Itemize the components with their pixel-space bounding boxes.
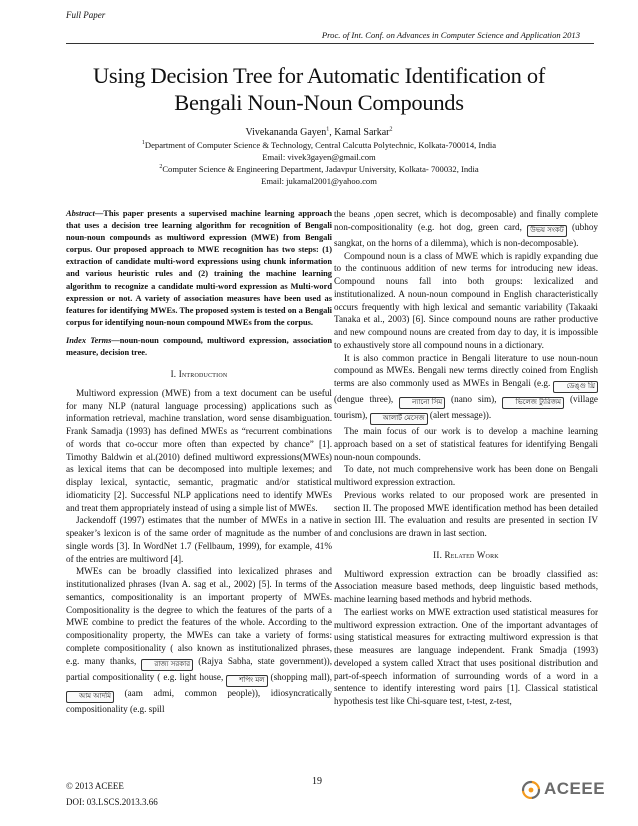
- related-paragraph-1: Multiword expression extraction can be broadly classified as: Association measure based methods, deep linguistic based methods, machine learning based methods and hybrid methods.: [334, 568, 598, 604]
- doi: [66, 797, 158, 807]
- affiliation-1: [20, 140, 618, 151]
- right-paragraph-5: To date, not much comprehensive work has been done on Bengali multiword expression extraction.: [334, 464, 598, 487]
- bengali-term-image: আলার্ট মেসেজ: [370, 413, 428, 425]
- author-1-mark: 1: [326, 126, 330, 133]
- author-separator: ,: [329, 127, 335, 138]
- aceee-logo: [520, 779, 604, 799]
- affiliation-1-mark: 1: [141, 140, 145, 147]
- bengali-term-image: রাজ্য সরকার: [141, 659, 193, 671]
- section-title: Related Work: [444, 549, 499, 560]
- paragraph-text: (alert message)).: [427, 410, 492, 420]
- bengali-term-image: আম আদমি: [66, 691, 114, 703]
- paragraph-text: (dengue three),: [334, 394, 400, 404]
- paragraph-text: It is also common practice in Bengali literature to use noun-noun compound as MWEs. Bengali new terms directly coined from English terms are also commonly used as MWEs in Bengali (e.g.: [334, 352, 598, 388]
- paper-title: [40, 62, 598, 116]
- left-column: [66, 208, 332, 715]
- doi-suffix: 66: [148, 797, 158, 807]
- affiliation-1-email: Email: vivek3gayen@gmail.com: [262, 152, 376, 162]
- section-heading-related-work: [334, 549, 598, 562]
- author-list: [20, 127, 618, 139]
- aceee-logo-icon: [520, 779, 542, 799]
- affiliation-2-text: Computer Science & Engineering Department, Jadavpur University, Kolkata- 700032, India: [162, 164, 479, 174]
- title-line-2: Bengali Noun-Noun Compounds: [174, 90, 464, 115]
- right-column: [334, 208, 598, 708]
- bengali-term-image: ন্যানো সিম: [399, 397, 445, 409]
- right-paragraph-6: Previous works related to our proposed work are presented in section II. The proposed MWE identification method has been detailed in section III. The evaluation and results are presented in section IV and conclusions are drawn in last section.: [334, 489, 598, 538]
- abstract-text: —This paper presents a supervised machine learning approach that uses a decision tree learning algorithm for recognition of Bengali noun-noun compounds as multiword expression (MWE) from Bengali corpus. Our proposed approach to MWE recognition has two steps: (1) extraction of candidate multi-word expressions using chunk information and various heuristic rules and (2) training the machine learning algorithm to recognize a candidate multi-word expression as Multi-word expression or not. A variety of association measures have been used as features for identifying MWEs. The proposed system is tested on a Bengali corpus for identifying noun-noun compound MWEs from the corpus.: [66, 209, 332, 327]
- index-terms: [66, 335, 332, 359]
- paragraph-text: (village tourism),: [334, 394, 599, 420]
- bengali-term-image: উভয় সংকট: [527, 225, 566, 237]
- proceedings-header: Proc. of Int. Conf. on Advances in Computer Science and Application 2013: [321, 30, 580, 40]
- index-terms-label: Index Terms: [66, 335, 112, 345]
- title-line-1: Using Decision Tree for Automatic Identification of: [92, 63, 546, 88]
- index-terms-text: —noun-noun compound, multiword expression, association measure, decision tree.: [66, 335, 333, 358]
- aceee-logo-text: ACEEE: [544, 779, 606, 798]
- author-2-mark: 2: [389, 126, 393, 133]
- intro-paragraph-1: Multiword expression (MWE) from a text document can be useful for many NLP (natural language processing) applications such as information retrieval, machine translation, word sense disambiguation. Frank Samadja (1993) has defined MWEs as “recurrent combinations of words that co-occur more often than expected by chance” [1]. Timothy Baldwin et al.(2010) defined multiword expressions(MWEs) as lexical items that can be decomposed into multiple lexemes; and display lexical, syntactic, semantic, pragmatic and/or statistical idiomaticity [2]. Successful NLP applications need to identify MWEs and treat them appropriately instead of using a simple list of MWEs.: [66, 387, 332, 513]
- doi-prefix: DOI: 03.LSCS.2013.3.: [66, 797, 149, 807]
- right-paragraph-1: [334, 208, 598, 250]
- section-title: Introduction: [178, 369, 228, 380]
- intro-paragraph-3: [66, 565, 332, 715]
- author-2: Kamal Sarkar: [334, 127, 390, 138]
- section-numeral: I.: [170, 369, 177, 380]
- paragraph-text: (Rajya Sabha, state government)), partial compositionality ( e.g. light house,: [66, 655, 332, 682]
- bengali-term-image: ডেঙ্গু থ্রি: [553, 381, 598, 393]
- header-rule: [66, 43, 594, 44]
- logo-center-dot: [529, 788, 534, 793]
- page-number: 19: [312, 776, 322, 787]
- abstract-label: Abstract: [66, 209, 95, 218]
- section-heading-introduction: [66, 368, 332, 381]
- right-paragraph-3: [334, 352, 598, 426]
- paragraph-text: the beans ,open secret, which is decomposable) and finally complete non-compositionality (e.g. hot dog, green card,: [334, 209, 598, 232]
- paragraph-text: MWEs can be broadly classified into lexicalized phrases and institutionalized phrases (Ivan A. sag et al., 2002) [5]. In terms of the semantics, compositionality is an important property of MWEs. Compositionality is the degree to which the features of the parts of a MWE combine to predict the features of the whole. According to the compositionality property, the MWEs can take a variety of forms: complete compositionality ( also known as institutionalized phrases, e.g. many thanks,: [66, 566, 332, 666]
- bengali-term-image: ভিলেজ ট্যুরিজম: [502, 397, 564, 409]
- intro-paragraph-2: Jackendoff (1997) estimates that the number of MWEs in a native speaker’s lexicon is of the same order of magnitude as the number of single words [3]. In WordNet 1.7 (Fellbaum, 1999), for example, 41% of the entries are multiword [4].: [66, 515, 332, 564]
- paper-type-label: Full Paper: [66, 10, 106, 20]
- bengali-term-image: শপিং মল: [226, 675, 267, 687]
- affiliation-2-mark: 2: [159, 164, 163, 171]
- affiliation-2: [20, 164, 618, 175]
- paragraph-text: (shopping mall),: [267, 671, 332, 682]
- right-paragraph-2: Compound noun is a class of MWE which is rapidly expanding due to the continuous addition of new terms for introducing new ideas. Compound nouns fall into both groups: lexicalized and institutionalized. A noun-noun compound in English characteristically occurs frequently with high lexical and semantic variability (Takaaki Tanaka et al., 2003) [6]. Since compound nouns are rather productive and new compound nouns are created from day to day, it is impossible to exhaustively store all compound nouns in a dictionary.: [334, 250, 598, 350]
- affiliation-1-text: Department of Computer Science & Technology, Central Calcutta Polytechnic, Kolkata-700014, India: [144, 140, 497, 150]
- right-paragraph-4: The main focus of our work is to develop a machine learning approach based on a set of statistical features for identifying Bengali noun-noun compounds.: [334, 426, 598, 462]
- affiliation-2-email: Email: jukamal2001@yahoo.com: [261, 176, 377, 186]
- copyright-notice: © 2013 ACEEE: [66, 781, 124, 791]
- section-numeral: II.: [433, 549, 443, 560]
- related-paragraph-2: The earliest works on MWE extraction used statistical measures for multiword expression extraction. One of the important advantages of using statistical measures for extracting multiword expression is that these measures are language independent. Frank Smadja (1993) developed a system called Xtract that uses positional distribution and part-of-speech information of surrounding words of a word in a sentence to identify interesting word pairs [1]. Classical statistical hypothesis test like Chi-square test, t-test, z-test,: [334, 606, 598, 706]
- paragraph-text: (aam admi, common people)), idiosyncratically compositionality (e.g. spill: [66, 687, 332, 714]
- abstract: [66, 208, 332, 329]
- paragraph-text: (ubhoy sangkat, on the horns of a dilemma), which is non-decomposable).: [334, 221, 599, 248]
- paragraph-text: (nano sim),: [445, 394, 503, 404]
- author-1: Vivekananda Gayen: [245, 127, 327, 138]
